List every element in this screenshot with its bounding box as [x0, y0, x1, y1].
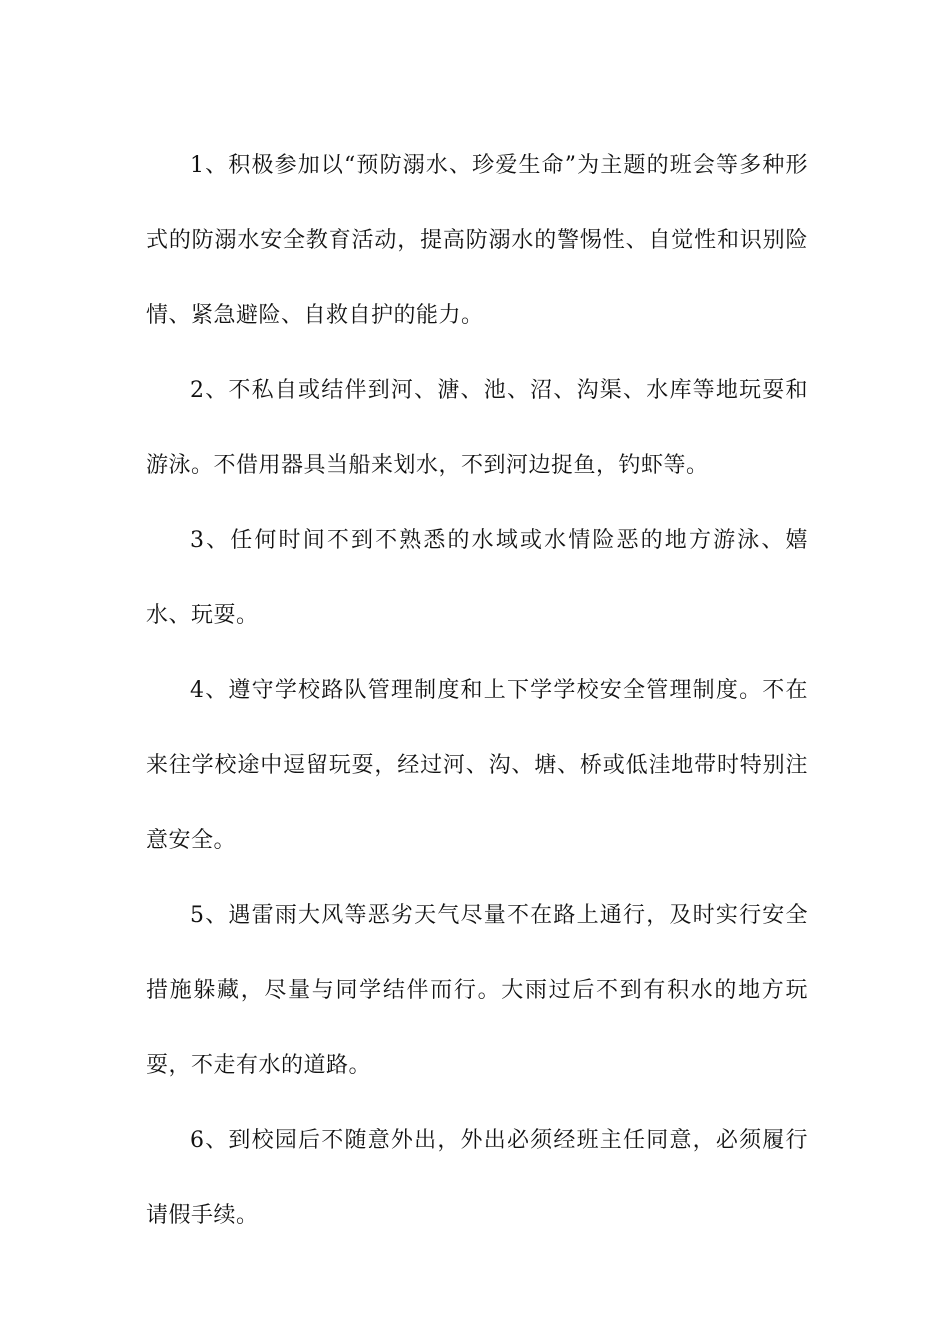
paragraph-3: 3、任何时间不到不熟悉的水域或水情险恶的地方游泳、嬉水、玩耍。 [146, 528, 808, 628]
paragraph-1: 1、积极参加以“预防溺水、珍爱生命”为主题的班会等多种形式的防溺水安全教育活动，提高防溺水的警惕性、自觉性和识别险情、紧急避险、自救自护的能力。 [146, 153, 808, 328]
paragraph-5: 5、遇雷雨大风等恶劣天气尽量不在路上通行，及时实行安全措施躲藏，尽量与同学结伴而行。大雨过后不到有积水的地方玩耍，不走有水的道路。 [146, 903, 808, 1078]
paragraph-2: 2、不私自或结伴到河、溏、池、沼、沟渠、水库等地玩耍和游泳。不借用器具当船来划水，不到河边捉鱼，钓虾等。 [146, 378, 808, 478]
document-body [146, 128, 808, 1253]
paragraph-4: 4、遵守学校路队管理制度和上下学学校安全管理制度。不在来往学校途中逗留玩耍，经过河、沟、塘、桥或低洼地带时特别注意安全。 [146, 678, 808, 853]
paragraph-6: 6、到校园后不随意外出，外出必须经班主任同意，必须履行请假手续。 [146, 1128, 808, 1228]
